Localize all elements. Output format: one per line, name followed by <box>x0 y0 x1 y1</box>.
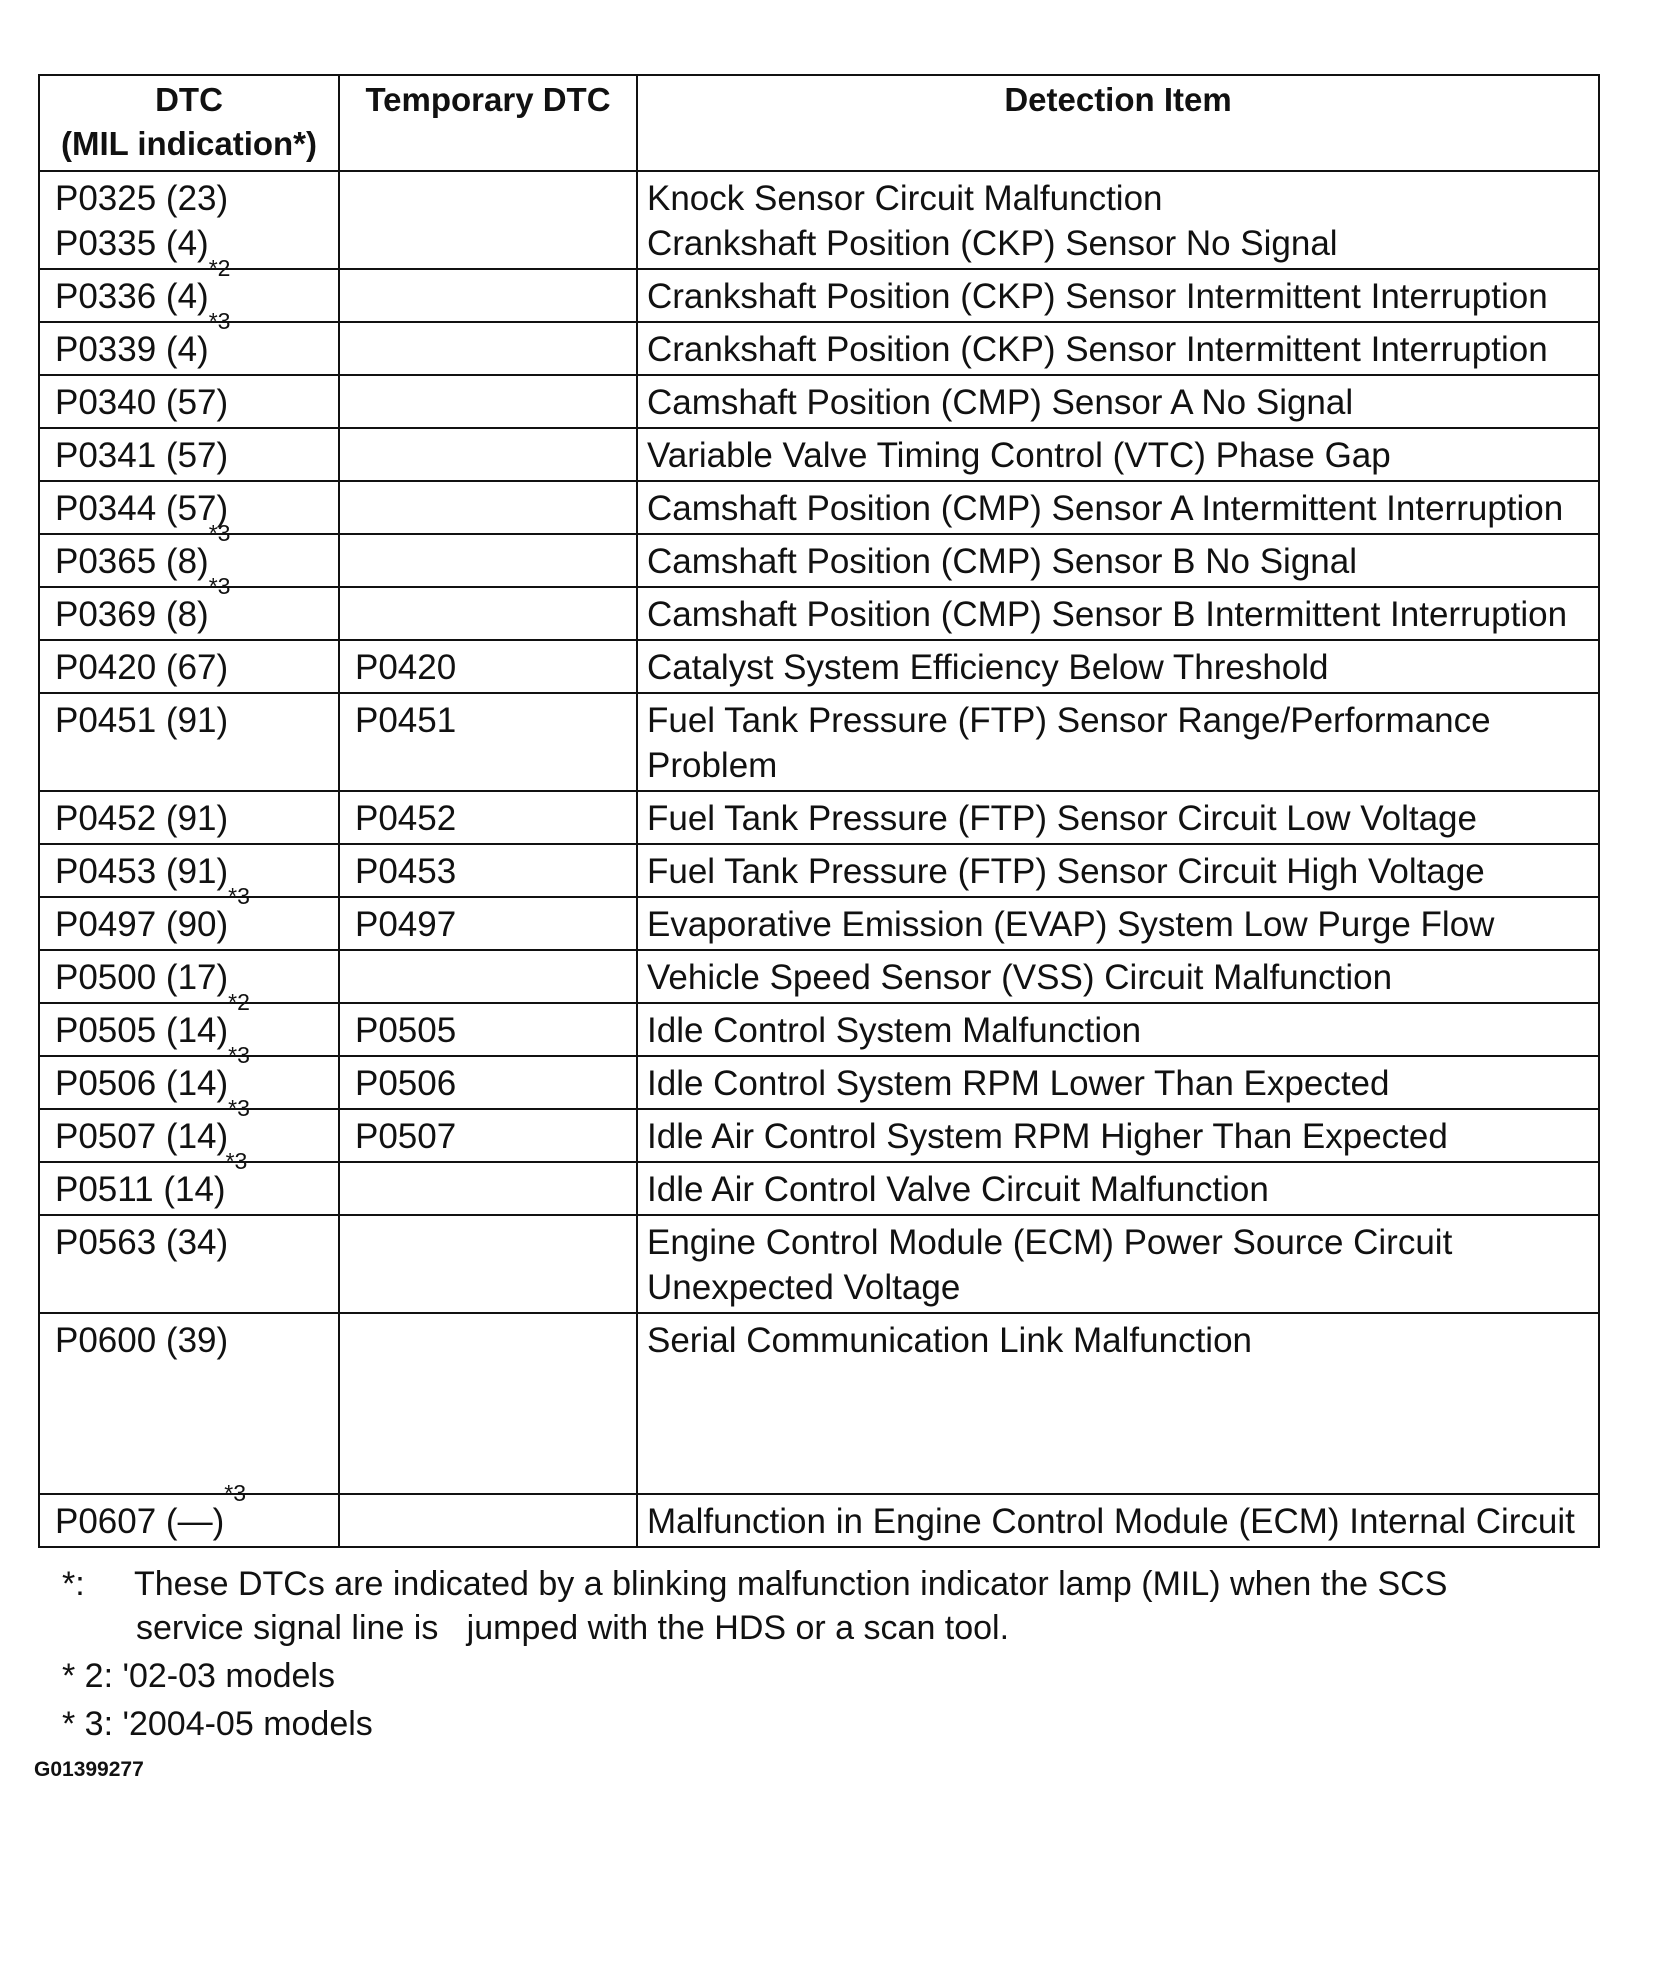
temporary-dtc-cell <box>339 428 637 481</box>
dtc-cell <box>39 1480 339 1547</box>
footnote-ref: *3 <box>224 1480 246 1506</box>
footnote-ref: *2 <box>228 989 250 1015</box>
dtc-cell <box>39 950 339 1003</box>
dtc-cell <box>39 1095 339 1162</box>
dtc-code: P0365 (8) <box>55 542 209 581</box>
table-row <box>39 481 1599 534</box>
footnote-star <box>38 1562 1598 1606</box>
footnote-ref: *3 <box>208 573 231 599</box>
dtc-document <box>34 74 1598 1782</box>
temporary-dtc-cell: P0453 <box>339 844 637 897</box>
footnotes <box>38 1562 1598 1746</box>
temporary-dtc-cell <box>339 481 637 534</box>
dtc-code: P0507 (14) <box>55 1117 229 1156</box>
header-dtc-line2: (MIL indication*) <box>60 125 318 162</box>
detection-item-cell: Camshaft Position (CMP) Sensor A No Signal <box>637 375 1599 428</box>
detection-item-cell: Serial Communication Link Malfunction <box>637 1313 1599 1494</box>
dtc-cell <box>39 1148 339 1215</box>
detection-item-cell <box>637 171 1599 269</box>
detection-item-cell: Malfunction in Engine Control Module (ECM) Internal Circuit <box>637 1494 1599 1547</box>
table-row <box>39 1494 1599 1547</box>
temporary-dtc-cell: P0420 <box>339 640 637 693</box>
temporary-dtc-cell <box>339 375 637 428</box>
dtc-code: P0335 (4) <box>55 224 209 263</box>
table-row <box>39 1056 1599 1109</box>
dtc-code: P0500 (17) <box>55 958 229 997</box>
table-row <box>39 693 1599 791</box>
dtc-code: P0511 (14) <box>55 1170 226 1209</box>
dtc-code: P0344 (57) <box>55 489 229 528</box>
figure-id: G01399277 <box>34 1758 144 1781</box>
temporary-dtc-cell <box>339 950 637 1003</box>
footnote-2: * 2: '02-03 models <box>62 1657 335 1695</box>
table-row <box>39 1162 1599 1215</box>
dtc-cell <box>39 375 339 428</box>
dtc-code: P0325 (23) <box>55 179 229 218</box>
temporary-dtc-cell <box>339 1215 637 1313</box>
footnote-3: * 3: '2004-05 models <box>62 1705 373 1743</box>
table-row <box>39 950 1599 1003</box>
dtc-code: P0600 (39) <box>55 1321 229 1360</box>
footnote-star-text-continued: service signal line is jumped with the HDS or a scan tool. <box>136 1609 1010 1647</box>
header-dtc <box>39 75 339 171</box>
footnote-star-mark: *: <box>62 1565 85 1603</box>
detection-item-cell: Fuel Tank Pressure (FTP) Sensor Range/Performance Problem <box>637 693 1599 791</box>
table-row <box>39 844 1599 897</box>
detection-item-cell: Idle Air Control System RPM Higher Than Expected <box>637 1109 1599 1162</box>
footnote-ref: *3 <box>208 520 231 546</box>
dtc-cell <box>39 520 339 587</box>
dtc-code: P0497 (90) <box>55 905 229 944</box>
header-detection-item: Detection Item <box>637 75 1599 171</box>
dtc-cell <box>39 883 339 950</box>
table-row <box>39 375 1599 428</box>
footnote-ref: *3 <box>225 1148 248 1174</box>
dtc-cell <box>39 171 339 269</box>
detection-item-cell: Idle Control System Malfunction <box>637 1003 1599 1056</box>
dtc-cell <box>39 1215 339 1313</box>
detection-item-cell: Vehicle Speed Sensor (VSS) Circuit Malfunction <box>637 950 1599 1003</box>
table-row <box>39 1003 1599 1056</box>
dtc-cell <box>39 1042 339 1109</box>
table-header-row <box>39 75 1599 171</box>
temporary-dtc-cell: P0452 <box>339 791 637 844</box>
dtc-cell <box>39 481 339 534</box>
header-temporary-dtc: Temporary DTC <box>339 75 637 171</box>
dtc-code: P0505 (14) <box>55 1011 229 1050</box>
detection-item-cell: Camshaft Position (CMP) Sensor A Intermittent Interruption <box>637 481 1599 534</box>
detection-item-cell: Camshaft Position (CMP) Sensor B No Signal <box>637 534 1599 587</box>
dtc-code: P0340 (57) <box>55 383 229 422</box>
footnote-ref: *3 <box>228 1095 250 1121</box>
dtc-cell <box>39 308 339 375</box>
table-row <box>39 1313 1599 1494</box>
footnote-ref: *3 <box>228 1042 250 1068</box>
temporary-dtc-cell <box>339 171 637 269</box>
detection-item-cell: Catalyst System Efficiency Below Threshold <box>637 640 1599 693</box>
temporary-dtc-cell: P0497 <box>339 897 637 950</box>
dtc-cell <box>39 573 339 640</box>
temporary-dtc-cell: P0505 <box>339 1003 637 1056</box>
temporary-dtc-cell <box>339 534 637 587</box>
dtc-code: P0451 (91) <box>55 701 229 740</box>
footnote-star-text: These DTCs are indicated by a blinking malfunction indicator lamp (MIL) when the SCS <box>134 1565 1448 1603</box>
dtc-code: P0452 (91) <box>55 799 229 838</box>
table-row <box>39 1109 1599 1162</box>
dtc-code: P0420 (67) <box>55 648 229 687</box>
dtc-cell <box>39 844 339 897</box>
temporary-dtc-cell: P0451 <box>339 693 637 791</box>
table-row <box>39 322 1599 375</box>
detection-item: Knock Sensor Circuit Malfunction <box>647 179 1163 218</box>
detection-item-cell: Idle Control System RPM Lower Than Expected <box>637 1056 1599 1109</box>
detection-item-cell: Variable Valve Timing Control (VTC) Phase Gap <box>637 428 1599 481</box>
detection-item-cell: Engine Control Module (ECM) Power Source Circuit Unexpected Voltage <box>637 1215 1599 1313</box>
dtc-code: P0453 (91) <box>55 852 229 891</box>
dtc-cell <box>39 640 339 693</box>
temporary-dtc-cell <box>339 269 637 322</box>
detection-item-cell: Crankshaft Position (CKP) Sensor Intermittent Interruption <box>637 322 1599 375</box>
temporary-dtc-cell <box>339 322 637 375</box>
dtc-cell <box>39 1313 339 1494</box>
table-row <box>39 640 1599 693</box>
dtc-code: P0369 (8) <box>55 595 209 634</box>
temporary-dtc-cell <box>339 1313 637 1494</box>
dtc-code: P0339 (4) <box>55 330 209 369</box>
detection-item-cell: Fuel Tank Pressure (FTP) Sensor Circuit Low Voltage <box>637 791 1599 844</box>
header-dtc-line1: DTC <box>155 81 223 118</box>
dtc-cell <box>39 255 339 322</box>
footnote-ref: *3 <box>228 883 250 909</box>
detection-item-cell: Fuel Tank Pressure (FTP) Sensor Circuit High Voltage <box>637 844 1599 897</box>
detection-item: Crankshaft Position (CKP) Sensor No Signal <box>647 224 1338 263</box>
footnote-ref: *3 <box>208 308 231 334</box>
dtc-cell <box>39 791 339 844</box>
table-row <box>39 534 1599 587</box>
temporary-dtc-cell <box>339 1162 637 1215</box>
table-row <box>39 791 1599 844</box>
table-row <box>39 587 1599 640</box>
dtc-code: P0506 (14) <box>55 1064 229 1103</box>
dtc-code: P0607 (—) <box>55 1502 225 1541</box>
dtc-code: P0336 (4) <box>55 277 209 316</box>
table-row <box>39 897 1599 950</box>
detection-item-cell: Idle Air Control Valve Circuit Malfunction <box>637 1162 1599 1215</box>
table-row <box>39 171 1599 269</box>
detection-item-cell: Camshaft Position (CMP) Sensor B Intermittent Interruption <box>637 587 1599 640</box>
temporary-dtc-cell <box>339 1494 637 1547</box>
table-row <box>39 269 1599 322</box>
footnote-ref: *2 <box>208 255 231 281</box>
temporary-dtc-cell: P0506 <box>339 1056 637 1109</box>
dtc-cell <box>39 989 339 1056</box>
dtc-code: P0341 (57) <box>55 436 229 475</box>
dtc-code: P0563 (34) <box>55 1223 229 1262</box>
table-row <box>39 428 1599 481</box>
detection-item-cell: Evaporative Emission (EVAP) System Low Purge Flow <box>637 897 1599 950</box>
temporary-dtc-cell: P0507 <box>339 1109 637 1162</box>
dtc-cell <box>39 693 339 791</box>
dtc-table <box>38 74 1600 1548</box>
temporary-dtc-cell <box>339 587 637 640</box>
dtc-cell <box>39 428 339 481</box>
detection-item-cell: Crankshaft Position (CKP) Sensor Intermittent Interruption <box>637 269 1599 322</box>
table-row <box>39 1215 1599 1313</box>
